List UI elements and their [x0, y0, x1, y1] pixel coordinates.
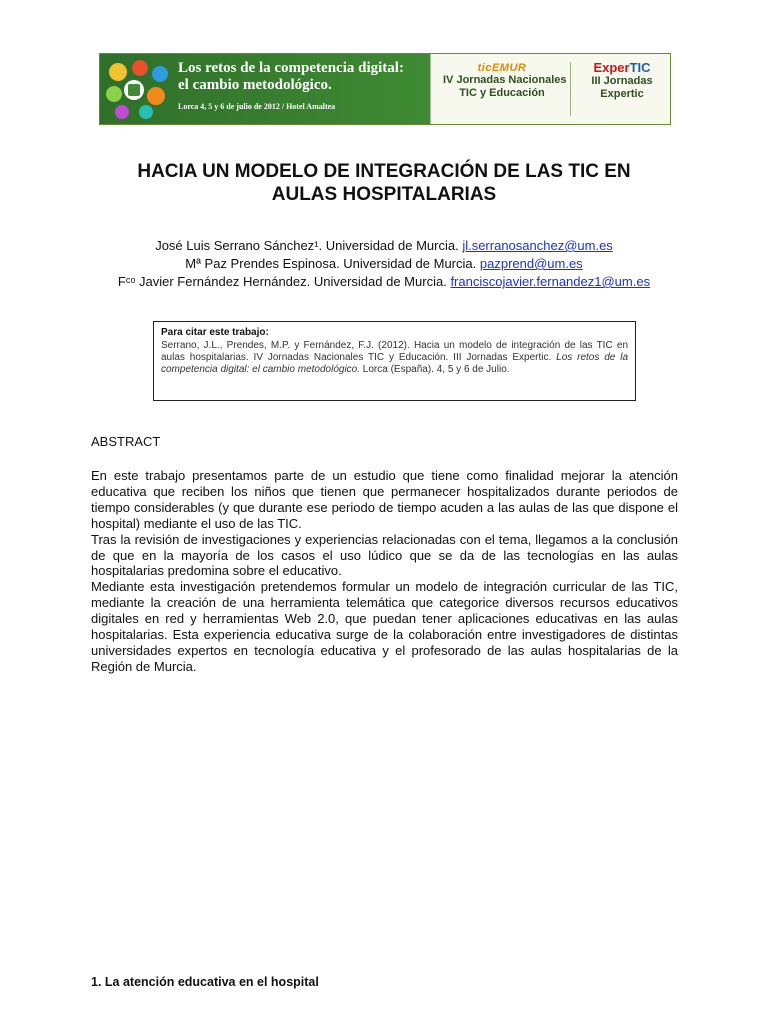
authors-block — [0, 237, 768, 291]
citation-heading: Para citar este trabajo: — [161, 327, 269, 338]
banner-title-line2: el cambio metodológico. — [178, 77, 332, 93]
jornadas-line2: TIC y Educación — [459, 87, 545, 99]
jornadas-block — [443, 62, 567, 100]
author-3-text: Fᶜᵒ Javier Fernández Hernández. Universidad de Murcia. — [117, 274, 447, 289]
citation-text-italic: Los retos de la competencia digital: el cambio metodológico. — [161, 352, 628, 375]
author-2-email-link[interactable]: pazprend@um.es — [479, 256, 583, 271]
expertic-line1: III Jornadas — [591, 75, 653, 87]
expertic-line2: Expertic — [600, 88, 644, 100]
jornadas-line1: IV Jornadas Nacionales — [443, 74, 567, 86]
author-line-2 — [0, 255, 768, 273]
banner-text — [178, 60, 404, 111]
author-2-text: Mª Paz Prendes Espinosa. Universidad de Murcia. — [185, 256, 477, 271]
citation-body — [161, 340, 628, 376]
author-3-email-link[interactable]: franciscojavier.fernandez1@um.es — [450, 274, 651, 289]
citation-text-before: Serrano, J.L., Prendes, M.P. y Fernández, F.J. (2012). Hacia un modelo de integración de las TIC en aulas hospitalarias. IV Jornadas Nacionales TIC y Educación. III Jornadas Expertic. — [161, 340, 628, 363]
abstract-heading: ABSTRACT — [91, 434, 161, 449]
abstract-body — [91, 468, 678, 675]
expertic-logo-b: TIC — [629, 60, 651, 75]
citation-box — [153, 321, 636, 401]
paper-title-line2: AULAS HOSPITALARIAS — [271, 184, 497, 205]
abstract-paragraph-1: En este trabajo presentamos parte de un estudio que tiene como finalidad mejorar la atención educativa que reciben los niños que tienen que permanecer hospitalizados durante periodos de tiempo considerables (y que durante ese periodo de tiempo acuden a las aulas de las que dispone el hospital) mediante el uso de las TIC. — [91, 468, 678, 531]
citation-text-after: Lorca (España). 4, 5 y 6 de Julio. — [362, 364, 510, 375]
abstract-paragraph-3: Mediante esta investigación pretendemos formular un modelo de integración curricular de las TIC, mediante la creación de una herramienta telemática que categorice diversos recursos educativos digitales en red y herramientas Web 2.0, que puedan tener aplicaciones educativas en las aulas hospitalarias. Esta experiencia educativa surge de la colaboración entre investigadores de distintas universidades expertos en tecnología educativa y el profesorado de las aulas hospitalarias de la Región de Murcia. — [91, 579, 678, 674]
expertic-logo-a: Exper — [593, 60, 630, 75]
banner-divider — [570, 62, 571, 116]
ticemur-logo: ticEMUR — [477, 62, 527, 74]
paper-title — [0, 160, 768, 206]
author-line-1 — [0, 237, 768, 255]
banner-right-panel — [431, 54, 670, 124]
banner-title-line1: Los retos de la competencia digital: — [178, 60, 404, 76]
expertic-logo — [577, 60, 667, 75]
abstract-paragraph-2: Tras la revisión de investigaciones y experiencias relacionadas con el tema, llegamos a la conclusión de que en la mayoría de los casos el uso lúdico que se da de las tecnologías en las aulas hospitalarias predomina sobre el educativo. — [91, 531, 678, 579]
paper-title-line1: HACIA UN MODELO DE INTEGRACIÓN DE LAS TIC EN — [137, 161, 631, 182]
section-1-heading: 1. La atención educativa en el hospital — [91, 975, 319, 989]
expertic-block — [577, 60, 667, 101]
banner-subtitle: Lorca 4, 5 y 6 de julio de 2012 / Hotel Amaltea — [178, 102, 336, 111]
conference-banner — [99, 53, 671, 125]
banner-icons-cluster-icon — [104, 58, 172, 120]
author-line-3 — [0, 273, 768, 291]
author-1-text: José Luis Serrano Sánchez¹. Universidad de Murcia. — [155, 238, 459, 253]
author-1-email-link[interactable]: jl.serranosanchez@um.es — [462, 238, 613, 253]
